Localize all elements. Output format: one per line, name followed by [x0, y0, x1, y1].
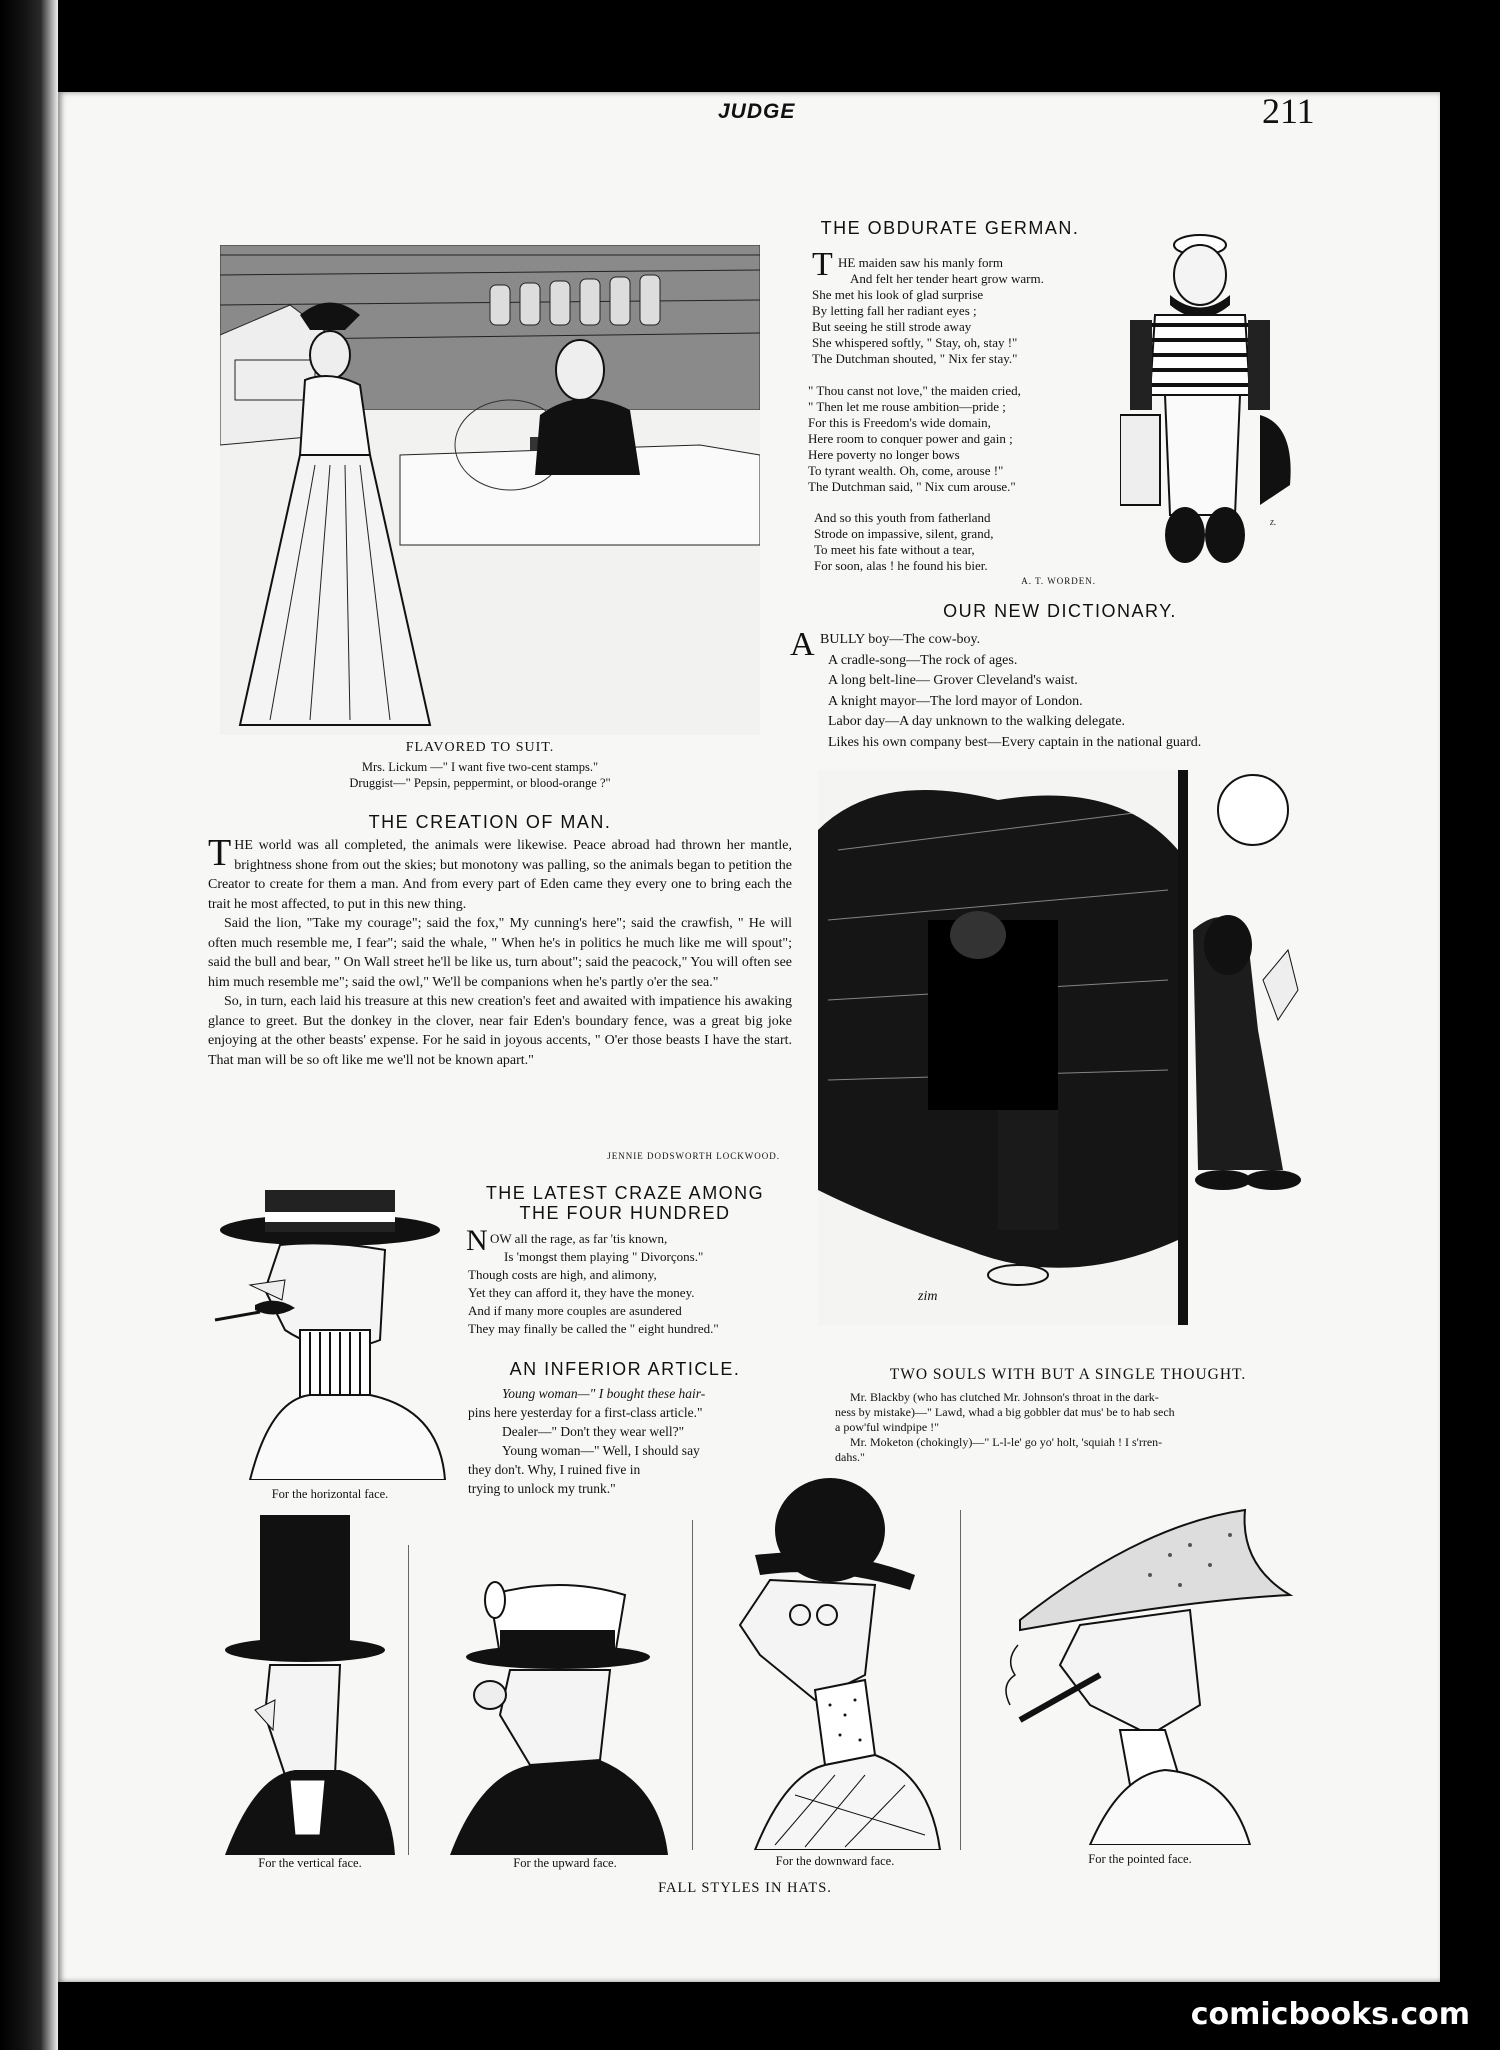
german-author: A. T. WORDEN.	[1021, 576, 1096, 586]
upward-hat-man	[450, 1535, 670, 1855]
downward-caption: For the downward face.	[775, 1854, 895, 1868]
inferior-body: Young woman—" I bought these hair- pins here yesterday for a first-class article." Dealer—" Don't they wear well?" Young woman—" Well, I should say they don't. Why, I ruined five in trying to unlock my trunk."	[468, 1386, 706, 1496]
craze-poem-head: OW all the rage, as far 'tis known, Is 'mongst them playing " Divorçons."	[490, 1231, 704, 1264]
craze-poem-body: Though costs are high, and alimony, Yet they can afford it, they have the money. And if many more couples are asundered They may finally be called the " eight hundred."	[468, 1267, 719, 1336]
creation-author: JENNIE DODSWORTH LOCKWOOD.	[607, 1151, 780, 1161]
horizontal-hat-man	[210, 1180, 450, 1480]
pointed-hat-man	[990, 1505, 1300, 1845]
dictionary-dropcap: A	[790, 626, 815, 663]
flavored-title: FLAVORED TO SUIT.	[405, 740, 555, 755]
vertical-caption: For the vertical face.	[258, 1856, 362, 1870]
creation-dropcap: T	[208, 832, 232, 874]
two-souls-caption: Mr. Blackby (who has clutched Mr. Johnson's throat in the dark- ness by mistake)—" Lawd, whad a big gobbler dat mus' be to hab sech a pow'ful windpipe !" Mr. Moketon (chokingly)—" L-l-le' go yo' holt, 'squiah ! I s'rren- dahs."	[835, 1390, 1175, 1464]
hats-series-title: FALL STYLES IN HATS.	[658, 1880, 832, 1896]
masthead: JUDGE	[718, 100, 796, 123]
site-watermark: comicbooks.com	[1190, 1997, 1470, 2032]
divider-1	[408, 1545, 409, 1855]
creation-title: THE CREATION OF MAN.	[368, 812, 612, 832]
german-stanza-1-head: HE maiden saw his manly form And felt her tender heart grow warm.	[838, 255, 1044, 286]
upward-caption: For the upward face.	[513, 1856, 617, 1870]
divider-2	[692, 1520, 693, 1850]
book-spine	[0, 0, 58, 2050]
downward-hat-man	[715, 1475, 945, 1850]
craze-dropcap: N	[466, 1224, 488, 1257]
flavored-line-2: Druggist—" Pepsin, peppermint, or blood-orange ?"	[349, 776, 611, 790]
pointed-caption: For the pointed face.	[1088, 1852, 1192, 1866]
german-title: THE OBDURATE GERMAN.	[820, 218, 1080, 238]
german-stanza-1-body: She met his look of glad surprise By letting fall her radiant eyes ; But seeing he still strode away She whispered softly, " Stay, oh, stay !" The Dutchman shouted, " Nix fer stay."	[812, 287, 1018, 366]
german-dropcap: T	[812, 246, 833, 283]
dutchman-illustration	[1120, 225, 1310, 575]
two-souls-title: TWO SOULS WITH BUT A SINGLE THOUGHT.	[889, 1366, 1247, 1383]
craze-title: THE LATEST CRAZE AMONG THE FOUR HUNDRED	[485, 1183, 765, 1223]
dictionary-list: BULLY boy—The cow-boy. A cradle-song—The rock of ages. A long belt-line— Grover Cleveland's waist. A knight mayor—The lord mayor of London. Labor day—A day unknown to the walking delegate. Likes his own company best—Every captain in the national guard.	[820, 632, 1202, 750]
dictionary-title: OUR NEW DICTIONARY.	[943, 601, 1177, 621]
divider-3	[960, 1510, 961, 1850]
drugstore-cartoon	[220, 245, 760, 735]
page-number: 211	[1262, 91, 1315, 131]
german-stanza-3: And so this youth from fatherland Strode on impassive, silent, grand, To meet his fate without a tear, For soon, alas ! he found his bier.	[814, 510, 994, 573]
creation-body: THE world was all completed, the animals were likewise. Peace abroad had thrown her mantle, brightness shone from out the skies; but monotony was palling, so the animals began to petition the Creator to create for them a man. And from every part of Eden came they every one to bring each the trait he most affected, to put in this new thing. Said the lion, "Take my courage"; said the fox," My cunning's here"; said the crawfish, " He will often much resemble me, I fear"; said the whale, " When he's in politics he much like me will spout"; said the bull and bear, " On Wall street he'll be like us, turn about"; said the peacock," You will often see him much resemble me"; said the owl," We'll be companions when he's partly o'er the sea." So, in turn, each laid his treasure at this new creation's feet and awaited with impatience his awaking glance to greet. But the donkey in the clover, near fair Eden's boundary fence, was a great big joke enjoying at the other beasts' expense. For he said in joyous accents, " O'er those beasts I have the start. That man will be so oft like me we'll not be known apart."	[208, 832, 792, 1068]
german-stanza-2: " Thou canst not love," the maiden cried, " Then let me rouse ambition—pride ; For this is Freedom's wide domain, Here room to conquer power and gain ; Here poverty no longer bows To tyrant wealth. Oh, come, arouse !" The Dutchman said, " Nix cum arouse."	[808, 383, 1021, 494]
horizontal-caption: For the horizontal face.	[271, 1487, 389, 1501]
two-souls-illustration	[818, 770, 1318, 1325]
inferior-title: AN INFERIOR ARTICLE.	[509, 1359, 741, 1379]
svg-text:zim: zim	[918, 1289, 938, 1304]
svg-text:z.: z.	[1270, 517, 1277, 528]
vertical-hat-man	[215, 1515, 405, 1855]
flavored-line-1: Mrs. Lickum —" I want five two-cent stamps."	[361, 760, 599, 774]
